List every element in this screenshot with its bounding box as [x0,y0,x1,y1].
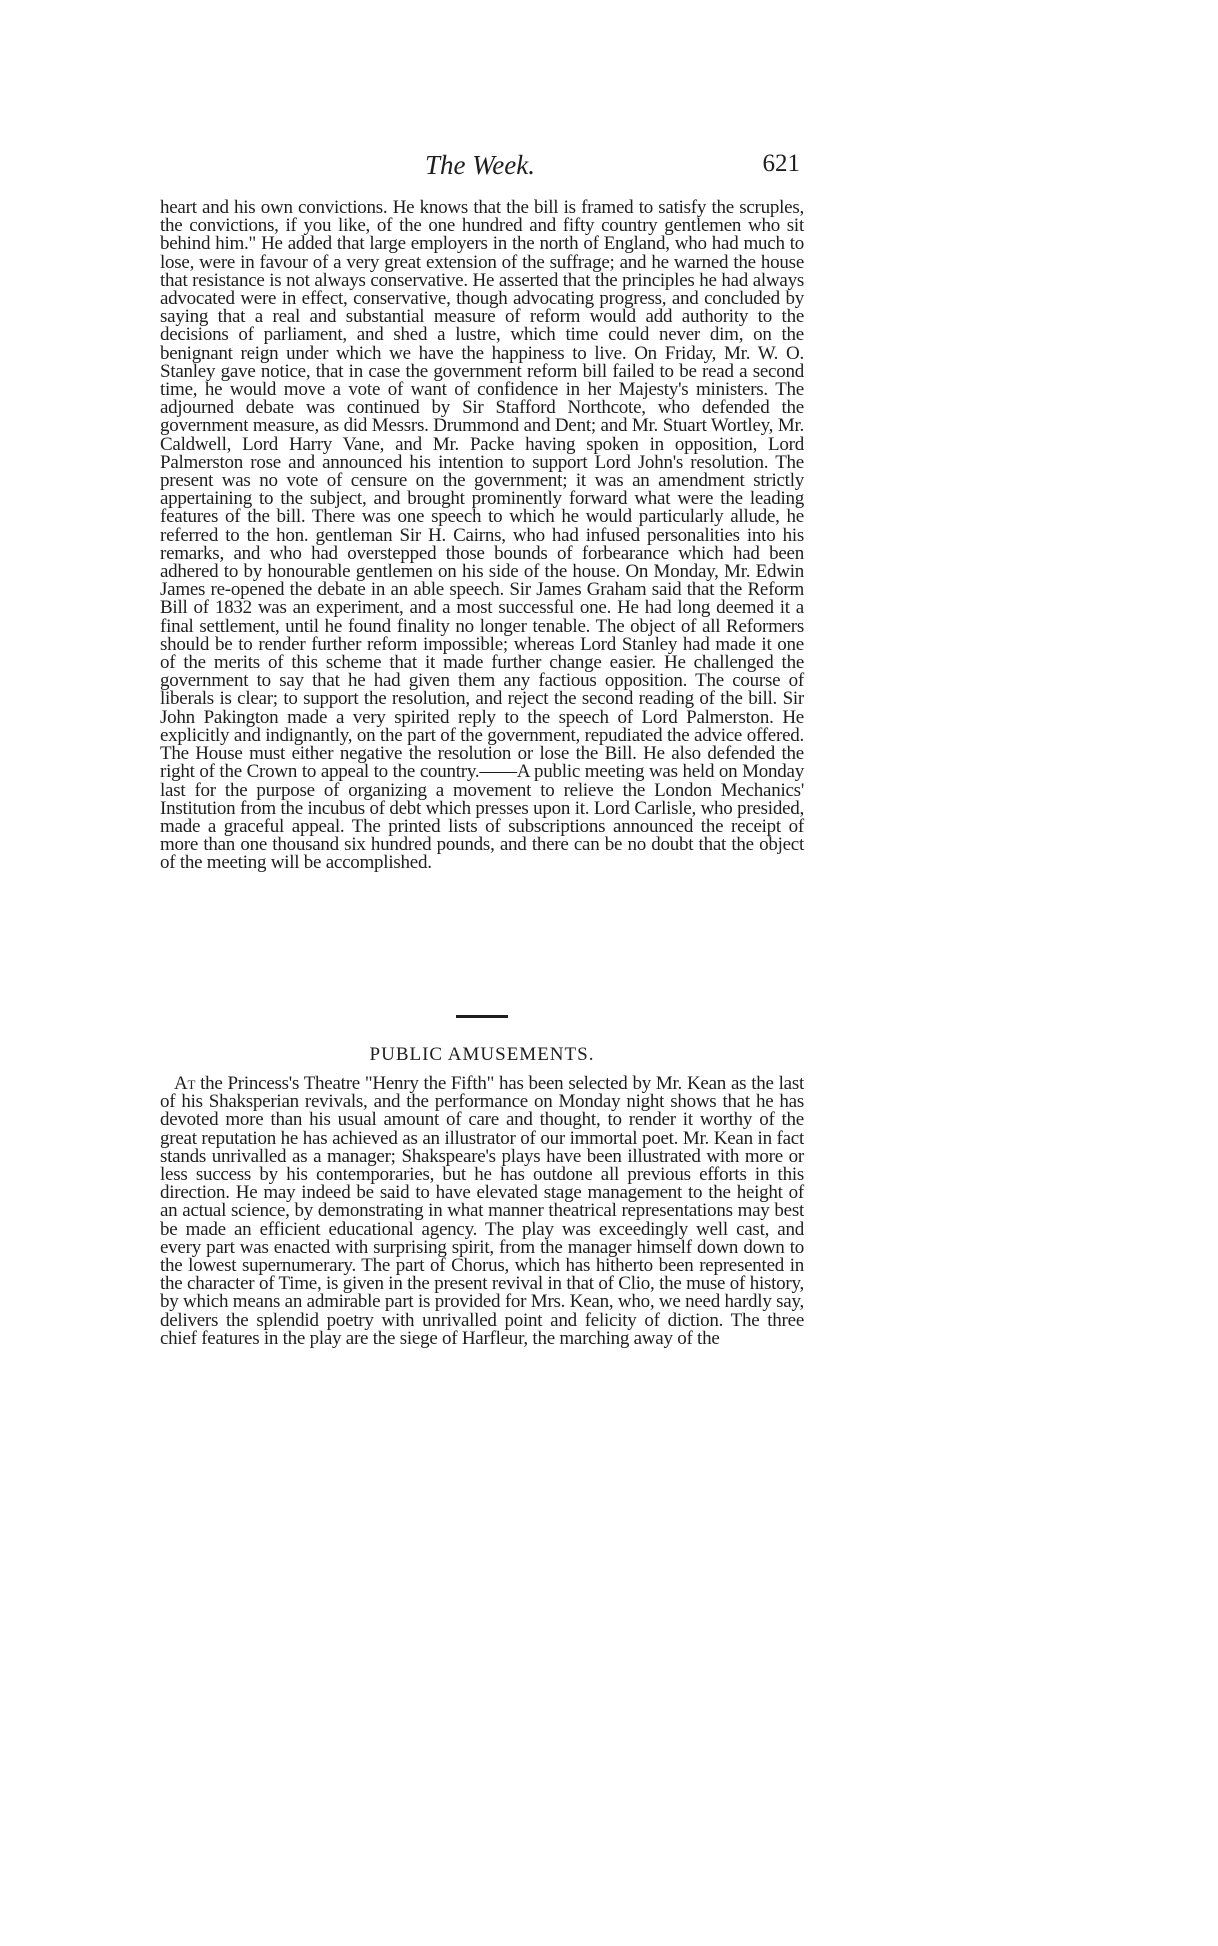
public-amusements-section [160,1075,804,1348]
paragraph-text: the Princess's Theatre "Henry the Fifth" has been selected by Mr. Kean as the last of his Shaksperian revivals, and the performance on Monday night shows that he has devoted more than his usual amount of care and thought, to render it worthy of the great reputation he has achieved as an illustrator of our immortal poet. Mr. Kean in fact stands unrivalled as a manager; Shakspeare's plays have been illustrated with more or less success by his contemporaries, but he has outdone all previous efforts in this direction. He may indeed be said to have elevated stage management to the height of an actual science, by demonstrating in what manner theatrical representations may best be made an efficient educational agency. The play was exceedingly well cast, and every part was enacted with surprising spirit, from the manager himself down down to the lowest supernumerary. The part of Chorus, which has hitherto been represented in the character of Time, is given in the present revival in that of Clio, the muse of history, by which means an admirable part is provided for Mrs. Kean, who, we need hardly say, delivers the splendid poetry with unrivalled point and felicity of diction. The three chief features in the play are the siege of Harfleur, the marching away of the [160,1073,804,1349]
section-divider [456,1015,508,1018]
body-paragraph [160,1075,804,1348]
article-continuation [160,199,804,873]
body-paragraph: heart and his own convictions. He knows that the bill is framed to satisfy the scruples, the convictions, if you like, of the one hundred and fifty country gentlemen who sit behind him." He added that large employers in the north of England, who had much to lose, were in favour of a very great extension of the suffrage; and he warned the house that resistance is not always conservative. He asserted that the principles he had always advocated were in effect, conservative, though advocating progress, and concluded by saying that a real and substantial measure of reform would add authority to the decisions of parliament, and shed a lustre, which time could never dim, on the benignant reign under which we have the happiness to live. On Friday, Mr. W. O. Stanley gave notice, that in case the government reform bill failed to be read a second time, he would move a vote of want of confidence in her Majesty's ministers. The adjourned debate was continued by Sir Stafford Northcote, who defended the government measure, as did Messrs. Drummond and Dent; and Mr. Stuart Wortley, Mr. Caldwell, Lord Harry Vane, and Mr. Packe having spoken in opposition, Lord Palmerston rose and announced his intention to support Lord John's resolution. The present was no vote of censure on the government; it was an amendment strictly appertaining to the subject, and brought prominently forward what were the leading features of the bill. There was one speech to which he would particularly allude, he referred to the hon. gentleman Sir H. Cairns, who had infused personalities into his remarks, and who had overstepped those bounds of forbearance which had been adhered to by honourable gentlemen on his side of the house. On Monday, Mr. Edwin James re-opened the debate in an able speech. Sir James Graham said that the Reform Bill of 1832 was an experiment, and a most successful one. He had long deemed it a final settlement, until he found finality no longer tenable. The object of all Reformers should be to render further reform impossible; whereas Lord Stanley had made it one of the merits of this scheme that it made further change easier. He challenged the government to say that he had given them any factious opposition. The course of liberals is clear; to support the resolution, and reject the second reading of the bill. Sir John Pakington made a very spirited reply to the speech of Lord Palmerston. He explicitly and indignantly, on the part of the government, repudiated the advice offered. The House must either negative the resolution or lose the Bill. He also defended the right of the Crown to appeal to the country.——A public meeting was held on Monday last for the purpose of organizing a movement to relieve the London Mechanics' Institution from the incubus of debt which presses upon it. Lord Carlisle, who presided, made a graceful appeal. The printed lists of subscriptions announced the receipt of more than one thousand six hundred pounds, and there can be no doubt that the object of the meeting will be accomplished. [160,197,804,874]
section-heading: PUBLIC AMUSEMENTS. [369,1044,595,1065]
running-title: The Week. [425,150,535,180]
page-number: 621 [762,150,800,177]
page-header [160,150,800,190]
opening-word: At [174,1073,196,1094]
